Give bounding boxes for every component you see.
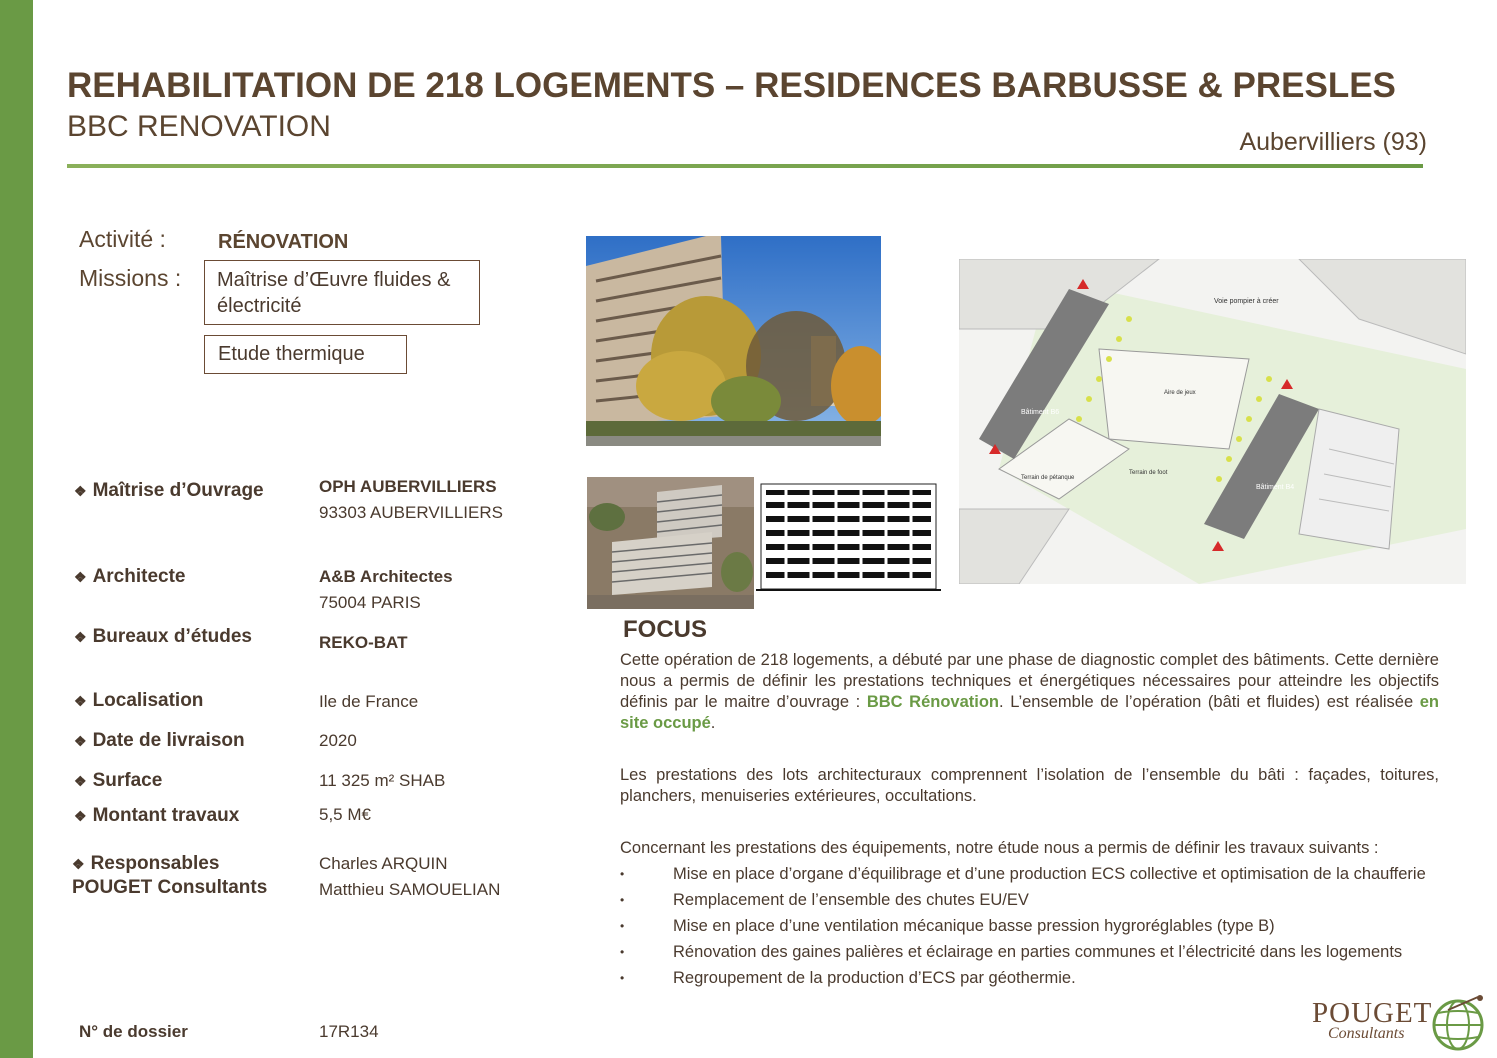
logo-name: POUGET: [1312, 997, 1433, 1029]
info-value-surface: 11 325 m² SHAB: [319, 771, 446, 790]
info-label-date: ❖ Date de livraison: [74, 730, 245, 751]
info-label-bureaux: ❖ Bureaux d’études: [74, 626, 252, 647]
activity-label: Activité :: [79, 226, 166, 252]
plan-label-batiment-b4: Bâtiment B4: [1256, 484, 1295, 491]
plan-label-terrain-foot: Terrain de foot: [1129, 470, 1168, 476]
green-sidebar: [0, 0, 33, 1058]
info-value-localisation: Ile de France: [319, 692, 419, 711]
diamond-bullet-icon: ❖: [74, 569, 87, 585]
info-value-architecte: A&B Architectes 75004 PARIS: [319, 567, 453, 612]
list-item: • Rénovation des gaines palières et éclairage en parties communes et l’électricité dans les logements: [620, 942, 1439, 963]
info-value-responsables: Charles ARQUIN Matthieu SAMOUELIAN: [319, 854, 501, 899]
diamond-bullet-icon: ❖: [74, 733, 87, 749]
header-divider: [67, 164, 1423, 168]
info-label-responsables: ❖ Responsables POUGET Consultants: [72, 853, 268, 898]
dossier-label: N° de dossier: [79, 1022, 188, 1041]
focus-paragraph-1: Cette opération de 218 logements, a débuté par une phase de diagnostic complet des bâtiments. Cette dernière nous a permis de définir les prestations techniques et énergétiques nécessaires pour atteindre les objectifs définis par le maitre d’ouvrage : BBC Rénovation. L’ensemble de l’opération (bâti et fluides) est réalisée en site occupé.: [620, 651, 1439, 732]
list-item: • Regroupement de la production d’ECS par géothermie.: [620, 968, 1439, 989]
plan-label-aire-jeux: Aire de jeux: [1164, 390, 1196, 396]
diamond-bullet-icon: ❖: [74, 693, 87, 709]
facade-drawing: [756, 466, 941, 594]
list-item: • Mise en place d’organe d’équilibrage et d’une production ECS collective et optimisation de la chaufferie: [620, 864, 1439, 885]
info-label-maitrise: ❖ Maîtrise d’Ouvrage: [74, 480, 264, 501]
mission-box-moe: Maîtrise d’Œuvre fluides & électricité: [204, 260, 480, 325]
info-label-surface: ❖ Surface: [74, 770, 163, 791]
focus-paragraph-3: Concernant les prestations des équipements, notre étude nous a permis de définir les travaux suivants :: [620, 839, 1379, 857]
info-value-maitrise: OPH AUBERVILLIERS 93303 AUBERVILLIERS: [319, 477, 503, 522]
info-value-date: 2020: [319, 731, 357, 750]
aerial-photo: [587, 477, 754, 609]
page-title: REHABILITATION DE 218 LOGEMENTS – RESIDENCES BARBUSSE & PRESLES: [67, 66, 1396, 105]
info-label-montant: ❖ Montant travaux: [74, 805, 240, 826]
page-subtitle: BBC RENOVATION: [67, 110, 331, 143]
info-value-montant: 5,5 M€: [319, 805, 371, 824]
plan-label-terrain-petanque: Terrain de pétanque: [1021, 475, 1075, 481]
pouget-logo: [1310, 995, 1490, 1055]
diamond-bullet-icon: ❖: [74, 629, 87, 645]
location-label: Aubervilliers (93): [1239, 128, 1427, 156]
globe-icon: [1428, 995, 1488, 1053]
diamond-bullet-icon: ❖: [74, 808, 87, 824]
mission-box-thermique: Etude thermique: [204, 335, 407, 374]
site-plan: [959, 259, 1466, 584]
info-value-bureaux: REKO-BAT: [319, 633, 408, 652]
list-item: • Mise en place d’une ventilation mécanique basse pression hygroréglables (type B): [620, 916, 1439, 937]
diamond-bullet-icon: ❖: [72, 856, 85, 872]
diamond-bullet-icon: ❖: [74, 773, 87, 789]
info-label-localisation: ❖ Localisation: [74, 690, 204, 711]
missions-label: Missions :: [79, 265, 182, 291]
list-item: • Remplacement de l’ensemble des chutes EU/EV: [620, 890, 1439, 911]
dossier-value: 17R134: [319, 1022, 379, 1041]
works-list: [620, 864, 1439, 994]
diamond-bullet-icon: ❖: [74, 483, 87, 499]
plan-label-batiment-b6: Bâtiment B6: [1021, 409, 1060, 416]
info-label-architecte: ❖ Architecte: [74, 566, 186, 587]
focus-title: FOCUS: [623, 616, 707, 643]
building-photo: [586, 236, 881, 446]
activity-value: RÉNOVATION: [218, 231, 349, 253]
logo-subtitle: Consultants: [1328, 1025, 1405, 1042]
focus-paragraph-2: Les prestations des lots architecturaux comprennent l’isolation de l’ensemble du bâti : façades, toitures, planchers, menuiseries extérieures, occultations.: [620, 766, 1439, 805]
plan-label-voie: Voie pompier à créer: [1214, 298, 1279, 305]
